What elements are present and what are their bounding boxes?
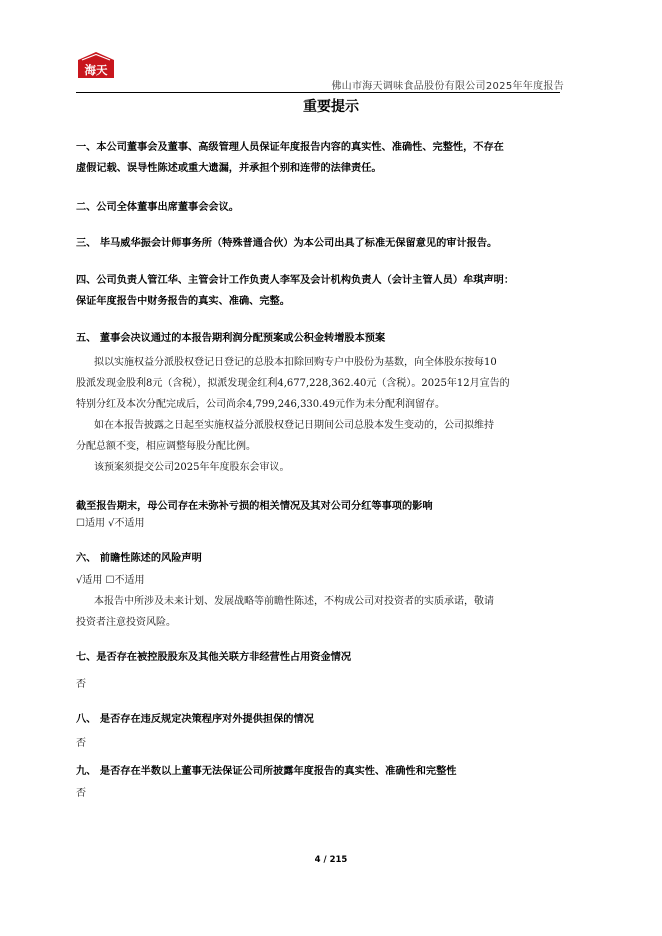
item7-answer: 否 [76, 679, 86, 690]
page-number: 4 / 215 [314, 855, 348, 865]
item9-heading: 九、 是否存在半数以上董事无法保证公司所披露年度报告的真实性、准确性和完整性 [76, 766, 457, 777]
item5-heading: 五、 董事会决议通过的本报告期利润分配预案或公积金转增股本预案 [76, 333, 386, 344]
item7-heading: 七、是否存在被控股股东及其他关联方非经营性占用资金情况 [76, 652, 352, 663]
item5-p2-line2: 分配总额不变，相应调整每股分配比例。 [76, 441, 256, 452]
deficit-options: ☐适用 √不适用 [76, 518, 145, 529]
header-divider [76, 92, 560, 93]
deficit-heading: 截至报告期末，母公司存在未弥补亏损的相关情况及其对公司分红等事项的影响 [76, 501, 433, 512]
item6-heading: 六、 前瞻性陈述的风险声明 [76, 553, 202, 564]
item2: 二、公司全体董事出席董事会会议。 [76, 202, 239, 213]
item8-answer: 否 [76, 738, 86, 749]
item4-line2: 保证年度报告中财务报告的真实、准确、完整。 [76, 296, 290, 307]
item8-heading: 八、 是否存在违反规定决策程序对外提供担保的情况 [76, 714, 314, 725]
item5-p2-line1: 如在本报告披露之日起至实施权益分派股权登记日期间公司总股本发生变动的，公司拟维持 [94, 420, 494, 431]
item6-p-line1: 本报告中所涉及未来计划、发展战略等前瞻性陈述，不构成公司对投资者的实质承诺，敬请 [94, 596, 494, 607]
logo-text: 海天 [84, 63, 108, 77]
report-header-title: 佛山市海天调味食品股份有限公司2025年年度报告 [331, 81, 564, 92]
item5-p1-line1: 拟以实施权益分派股权登记日登记的总股本扣除回购专户中股份为基数，向全体股东按每10 [94, 357, 497, 368]
haitian-logo [76, 51, 116, 79]
item5-p1-line3: 特别分红及本次分配完成后，公司尚余4,799,246,330.49元作为未分配利润留存。 [76, 399, 446, 410]
item6-options: √适用 ☐不适用 [76, 575, 145, 586]
item5-p1-line2: 股派发现金股利8元（含税），拟派发现金红利4,677,228,362.40元（含税）。2025年12月宣告的 [76, 378, 510, 389]
item1-line1: 一、本公司董事会及董事、高级管理人员保证年度报告内容的真实性、准确性、完整性，不存在 [76, 142, 504, 153]
item9-answer: 否 [76, 788, 86, 799]
item1-line2: 虚假记载、误导性陈述或重大遗漏，并承担个别和连带的法律责任。 [76, 163, 382, 174]
item4-line1: 四、公司负责人管江华、主管会计工作负责人李军及会计机构负责人（会计主管人员）牟琪声明： [76, 275, 515, 286]
page-title: 重要提示 [303, 99, 359, 115]
item5-p3: 该预案须提交公司2025年年度股东会审议。 [94, 462, 290, 473]
item6-p-line2: 投资者注意投资风险。 [76, 617, 176, 628]
item3: 三、 毕马威华振会计师事务所（特殊普通合伙）为本公司出具了标准无保留意见的审计报告。 [76, 238, 498, 249]
